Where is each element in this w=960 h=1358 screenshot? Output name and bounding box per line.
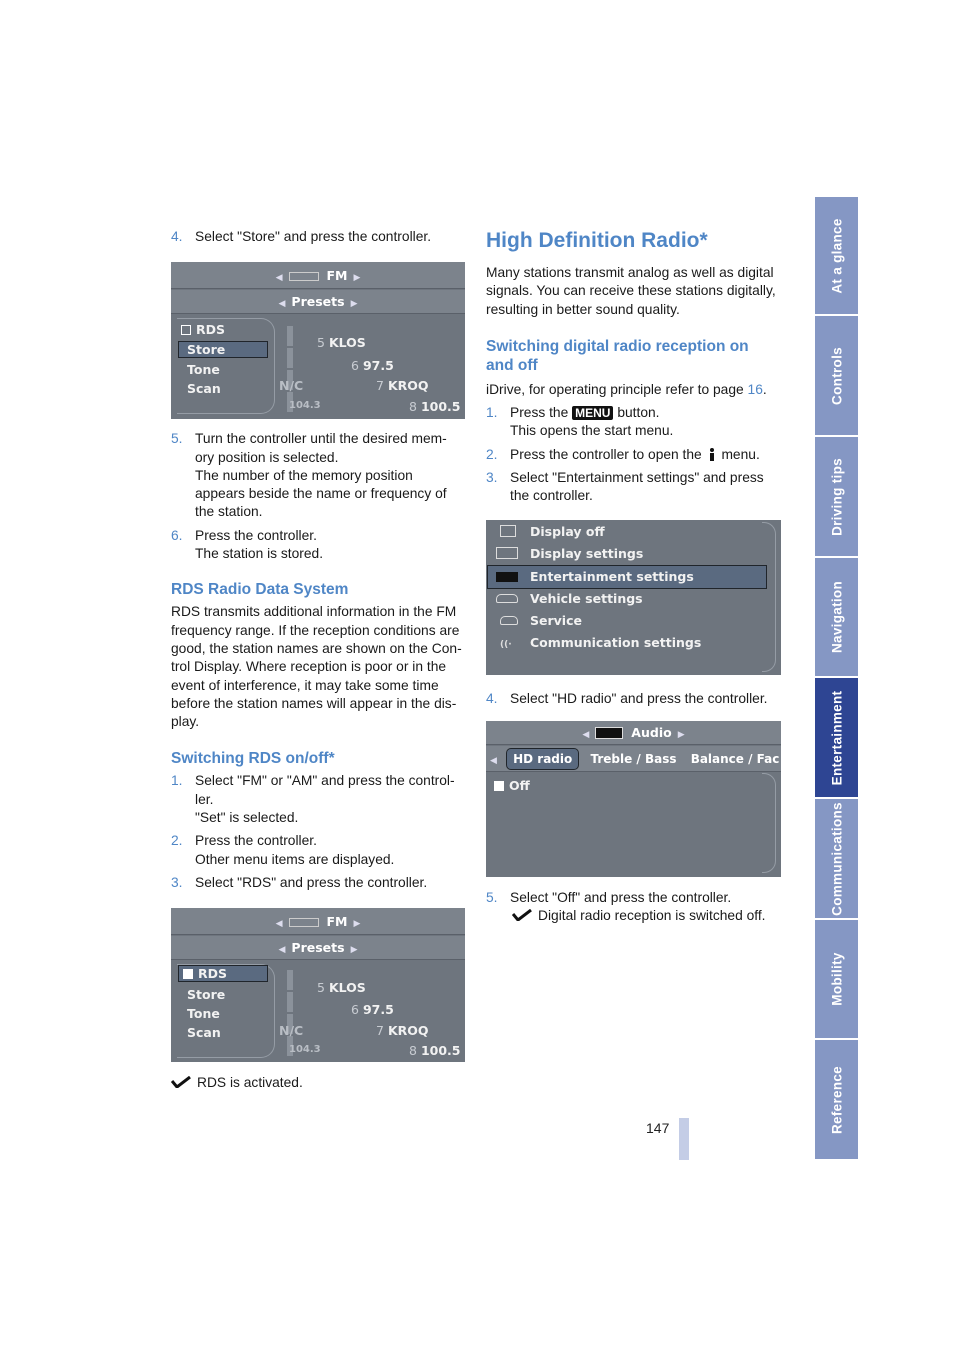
preset-5[interactable]: 5 KLOS — [317, 335, 366, 351]
presets-bar: ◀ Presets ▶ — [171, 936, 465, 960]
page-number: 147 — [646, 1120, 670, 1136]
page-title: High Definition Radio* — [486, 229, 708, 252]
rds-step-3: 3. Select "RDS" and press the controller. — [171, 874, 428, 890]
menu-store[interactable]: Store — [187, 987, 226, 1003]
tab-controls[interactable]: Controls — [815, 316, 858, 437]
menu-arc — [762, 522, 776, 672]
audio-hd-radio-screen — [486, 721, 781, 877]
menu-button-icon: MENU — [572, 406, 613, 420]
car-icon — [496, 594, 518, 603]
tab-treble-bass[interactable]: Treble / Bass — [590, 751, 677, 766]
switching-digital-heading: Switching digital radio reception on and off — [486, 337, 749, 374]
fm-bar: ◀ FM ▶ — [171, 262, 465, 289]
preset-6[interactable]: 6 97.5 — [351, 1002, 394, 1018]
hd-intro: Many stations transmit analog as well as digital signals. You can receive these stations digitally, resulting in better sound quality. — [486, 265, 776, 317]
preset-nc: N/C — [279, 378, 304, 394]
audio-tabs: ◀ HD radio Treble / Bass Balance / Fac — [486, 746, 781, 772]
menu-arc — [762, 773, 776, 873]
rds-step-2: 2. Press the controller. Other menu items are displayed. — [171, 833, 395, 867]
chapter-tabs — [815, 197, 858, 1161]
tab-balance-fader[interactable]: Balance / Fac — [690, 751, 780, 766]
tab-entertainment[interactable]: Entertainment — [815, 678, 858, 799]
tab-at-a-glance[interactable]: At a glance — [815, 197, 858, 316]
menu-store[interactable]: Store — [179, 342, 267, 357]
hd-step-3: 3. Select "Entertainment settings" and press the controller. — [486, 470, 764, 504]
step-6: 6. Press the controller. The station is stored. — [171, 527, 324, 562]
checkmark-icon — [512, 909, 532, 921]
menu-display-off[interactable]: Display off — [500, 524, 605, 539]
preset-nc: N/C — [279, 1023, 304, 1039]
display-settings-icon — [496, 547, 518, 559]
tab-communications[interactable]: Communications — [815, 799, 858, 920]
rds-heading: RDS Radio Data System — [171, 581, 349, 599]
radio-store-screen — [171, 262, 465, 419]
tab-driving-tips[interactable]: Driving tips — [815, 437, 858, 558]
fm-bar: ◀ FM ▶ — [171, 908, 465, 935]
hd-step-4: 4. Select "HD radio" and press the controller. — [486, 690, 768, 706]
left-column — [171, 228, 467, 1093]
service-icon — [500, 616, 518, 625]
idrive-reference: iDrive, for operating principle refer to page 16. — [486, 381, 767, 397]
menu-tone[interactable]: Tone — [187, 1006, 220, 1022]
entertainment-icon — [496, 572, 518, 582]
menu-rds[interactable]: RDS — [179, 966, 267, 981]
audio-icon — [595, 727, 623, 739]
preset-partial: 104.3 — [289, 400, 321, 412]
radio-rds-screen — [171, 908, 465, 1062]
preset-8[interactable]: 8 100.5 — [409, 399, 461, 415]
preset-8[interactable]: 8 100.5 — [409, 1043, 461, 1059]
option-off[interactable]: Off — [494, 778, 530, 793]
menu-scan[interactable]: Scan — [187, 381, 221, 397]
checkmark-icon — [171, 1076, 191, 1088]
page-marker — [679, 1118, 689, 1160]
hd-step-5: 5. Select "Off" and press the controller. Digital radio reception is switched off. — [486, 889, 766, 924]
display-off-icon — [500, 525, 516, 537]
menu-service[interactable]: Service — [500, 613, 582, 628]
hd-step-1: 1. Press the MENU button. This opens the start menu. — [486, 405, 674, 439]
tab-navigation[interactable]: Navigation — [815, 558, 858, 678]
menu-display-settings[interactable]: Display settings — [496, 546, 643, 561]
switching-rds-heading: Switching RDS on/off* — [171, 750, 335, 768]
rds-description: RDS transmits additional information in the FM frequency range. If the reception conditions are good, the station names are shown on the Con- trol Display. Where reception is poor or in the event of interference, it may take some time before the station names will appear in the dis- play. — [171, 604, 462, 730]
page-link[interactable]: 16 — [747, 381, 763, 397]
settings-menu-screen — [486, 520, 781, 675]
right-column — [486, 228, 786, 926]
menu-scan[interactable]: Scan — [187, 1025, 221, 1041]
hd-step-2: 2. Press the controller to open the menu. — [486, 446, 760, 462]
rds-activated-note: RDS is activated. — [171, 1074, 467, 1092]
presets-bar: ◀ Presets ▶ — [171, 290, 465, 314]
preset-7[interactable]: 7 KROQ — [376, 1023, 429, 1039]
preset-6[interactable]: 6 97.5 — [351, 358, 394, 374]
preset-7[interactable]: 7 KROQ — [376, 378, 429, 394]
menu-vehicle-settings[interactable]: Vehicle settings — [496, 591, 643, 606]
menu-rds[interactable]: RDS — [181, 322, 225, 337]
menu-tone[interactable]: Tone — [187, 362, 220, 378]
menu-entertainment-settings[interactable]: Entertainment settings — [488, 566, 766, 588]
tab-mobility[interactable]: Mobility — [815, 920, 858, 1040]
step-5: 5. Turn the controller until the desired mem- ory position is selected. The number of the memory position appears beside the name or frequency of the station. — [171, 431, 447, 520]
preset-partial: 104.3 — [289, 1044, 321, 1056]
tab-reference[interactable]: Reference — [815, 1040, 858, 1161]
phone-signal-icon: ((· — [500, 639, 512, 650]
menu-communication-settings[interactable]: ((· Communication settings — [500, 634, 702, 650]
audio-bar: ◀ Audio ▶ — [486, 721, 781, 745]
tab-hd-radio[interactable]: HD radio — [507, 749, 578, 769]
step-4: 4. Select "Store" and press the controller. — [171, 229, 432, 244]
preset-5[interactable]: 5 KLOS — [317, 980, 366, 996]
rds-step-1: 1. Select "FM" or "AM" and press the control- ler. "Set" is selected. — [171, 773, 455, 826]
info-icon — [708, 448, 716, 461]
